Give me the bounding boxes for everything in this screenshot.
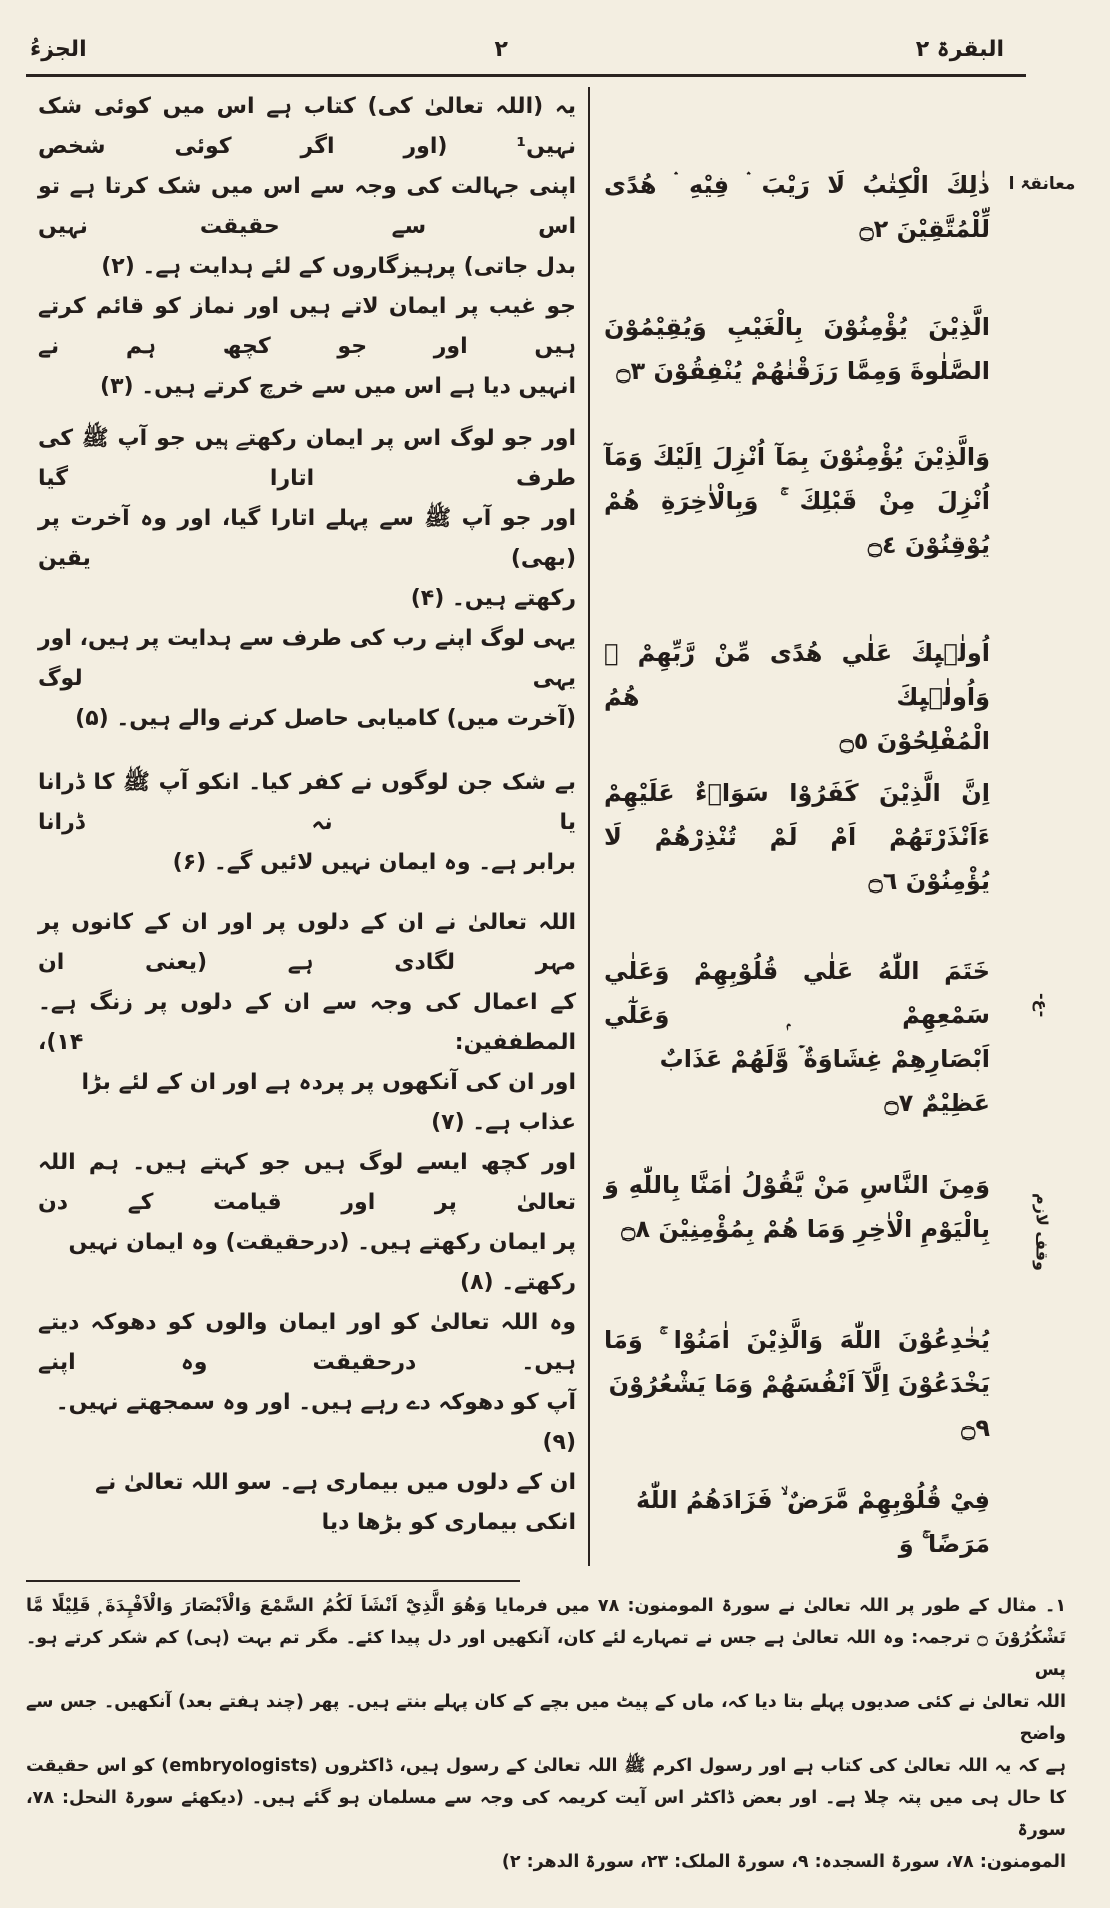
arabic-verse-line: يَخْدَعُوْنَ اِلَّآ اَنْفُسَھُمْ وَمَا يَشْعُرُوْنَ ۝٩ xyxy=(608,1370,990,1442)
arabic-verse-line: اِنَّ الَّذِيْنَ كَفَرُوْا سَوَاۗءٌ عَلَيْهِمْ xyxy=(604,779,990,807)
margin-column xyxy=(994,1303,1090,1463)
margin-note-ruku: -ع- xyxy=(1032,993,1052,1018)
margin-column xyxy=(994,419,1090,619)
verse-row xyxy=(26,287,1090,419)
urdu-translation-line: بدل جاتی) پرہیزگاروں کے لئے ہدایت ہے۔ (۲) xyxy=(101,254,576,279)
arabic-verse-line: اَبْصَارِهِمْ غِشَاوَةٌ ۡ وَّلَهُمْ عَذَابٌ عَظِيْمٌ ۝٧ xyxy=(659,1045,990,1117)
arabic-verse xyxy=(590,619,994,763)
arabic-verse xyxy=(590,1303,994,1463)
arabic-verse-line: اُنْزِلَ مِنْ قَبْلِكَ ۚ وَبِالْاٰخِرَةِ هُمْ xyxy=(604,487,990,515)
juz-header: الجزءُ xyxy=(30,36,87,62)
arabic-verse-line: لِّلْمُتَّقِيْنَ ۝٢ xyxy=(859,215,990,243)
urdu-translation xyxy=(26,619,588,763)
verse-row xyxy=(26,1303,1090,1463)
urdu-translation-line: اپنی جہالت کی وجہ سے اس میں شک کرتا ہے تو اس سے حقیقت نہیں xyxy=(38,174,576,239)
margin-note-muanaqa: معانقۃ ا xyxy=(1008,174,1076,194)
arabic-verse-line: الصَّلٰوةَ وَمِمَّا رَزَقْنٰهُمْ يُنْفِقُوْنَ ۝٣ xyxy=(616,357,990,385)
arabic-verse-line: وَالَّذِيْنَ يُؤْمِنُوْنَ بِمَآ اُنْزِلَ اِلَيْكَ وَمَآ xyxy=(604,443,990,471)
margin-column xyxy=(994,619,1090,763)
footnote-line: المومنون: ۷۸، سورۃ السجدہ: ۹، سورۃ الملک: ۲۳، سورۃ الدھر: ۲) xyxy=(501,1852,1066,1872)
margin-column xyxy=(994,1463,1090,1566)
arabic-verse xyxy=(590,1143,994,1303)
arabic-verse-line: الَّذِيْنَ يُؤْمِنُوْنَ بِالْغَيْبِ وَيُقِيْمُوْنَ xyxy=(604,313,990,341)
margin-column xyxy=(994,287,1090,419)
urdu-translation-line: رکھتے ہیں۔ (۴) xyxy=(410,586,576,611)
urdu-translation xyxy=(26,87,588,287)
arabic-verse-line: يُوْقِنُوْنَ ۝٤ xyxy=(867,531,990,559)
arabic-verse-line: اُولٰۗىِٕكَ عَلٰي هُدًى مِّنْ رَّبِّهِمْ ۤ وَاُولٰۗىِٕكَ هُمُ xyxy=(604,639,990,711)
arabic-verse-line: ءَاَنْذَرْتَهُمْ اَمْ لَمْ تُنْذِرْھُمْ لَا xyxy=(604,823,990,851)
arabic-verse xyxy=(590,763,994,903)
arabic-verse xyxy=(590,1463,994,1566)
margin-column xyxy=(994,903,1090,1143)
urdu-translation-line: پر ایمان رکھتے ہیں۔ (درحقیقت) وہ ایمان نہیں رکھتے۔ (۸) xyxy=(68,1230,576,1295)
urdu-translation-line: بے شک جن لوگوں نے کفر کیا۔ انکو آپ ﷺ کا ڈرانا یا نہ ڈرانا xyxy=(38,770,576,835)
urdu-translation xyxy=(26,1463,588,1566)
urdu-translation-line: یہی لوگ اپنے رب کی طرف سے ہدایت پر ہیں، اور یہی لوگ xyxy=(38,626,576,691)
footnote-line: ۱۔ مثال کے طور پر اللہ تعالیٰ نے سورۃ المومنون: ۷۸ میں فرمایا وَهُوَ الَّذِيْٓ اَنْشَاَ لَكُمُ السَّمْعَ وَالْاَبْصَارَ وَالْاَفْـِٕدَةَ ۭ قَلِيْلًا مَّا xyxy=(26,1596,1066,1616)
verse-row xyxy=(26,87,1090,287)
arabic-verse xyxy=(590,903,994,1143)
margin-note-waqf: وقف لازم xyxy=(1032,1193,1052,1271)
urdu-translation xyxy=(26,287,588,419)
footnote-line: ہے کہ یہ اللہ تعالیٰ کی کتاب ہے اور رسول اکرم ﷺ اللہ تعالیٰ کے رسول ہیں، ڈاکٹروں (embryologists) کو اس حقیقت xyxy=(26,1756,1067,1776)
urdu-translation xyxy=(26,419,588,619)
page-number: ۲ xyxy=(494,36,508,62)
arabic-verse-line: فِيْ قُلُوْبِهِمْ مَّرَضٌ ۙ فَزَادَھُمُ اللّٰهُ مَرَضًا ۚ وَ xyxy=(636,1486,990,1558)
margin-column xyxy=(994,87,1090,287)
arabic-verse xyxy=(590,287,994,419)
urdu-translation-line: اور جو آپ ﷺ سے پہلے اتارا گیا، اور وہ آخرت پر (بھی) یقین xyxy=(38,506,576,571)
urdu-translation-line: اور کچھ ایسے لوگ ہیں جو کہتے ہیں۔ ہم اللہ تعالیٰ پر اور قیامت کے دن xyxy=(38,1150,576,1215)
footnote-area xyxy=(26,1590,1066,1878)
verse-row xyxy=(26,419,1090,619)
verse-row xyxy=(26,763,1090,903)
urdu-translation-line: برابر ہے۔ وہ ایمان نہیں لائیں گے۔ (۶) xyxy=(172,850,576,875)
urdu-translation-line: اور ان کی آنکھوں پر پردہ ہے اور ان کے لئے بڑا عذاب ہے۔ (۷) xyxy=(81,1070,576,1135)
arabic-verse-line: الْمُفْلِحُوْنَ ۝٥ xyxy=(839,727,990,755)
arabic-verse-line: يُخٰدِعُوْنَ اللّٰهَ وَالَّذِيْنَ اٰمَنُوْا ۚ وَمَا xyxy=(604,1326,990,1354)
urdu-translation-line: اللہ تعالیٰ نے ان کے دلوں پر اور ان کے کانوں پر مہر لگادی ہے (یعنی ان xyxy=(38,910,576,975)
urdu-translation-line: انہیں دیا ہے اس میں سے خرچ کرتے ہیں۔ (۳) xyxy=(100,374,576,399)
urdu-translation-line: یہ (اللہ تعالیٰ کی) کتاب ہے اس میں کوئی شک نہیں¹ (اور اگر کوئی شخص xyxy=(38,94,576,159)
urdu-translation xyxy=(26,763,588,903)
urdu-translation-line: جو غیب پر ایمان لاتے ہیں اور نماز کو قائم کرتے ہیں اور جو کچھ ہم نے xyxy=(38,294,576,359)
urdu-translation xyxy=(26,1303,588,1463)
arabic-verse-line: يُؤْمِنُوْنَ ۝٦ xyxy=(868,867,990,895)
arabic-verse-line: وَمِنَ النَّاسِ مَنْ يَّقُوْلُ اٰمَنَّا بِاللّٰهِ وَ xyxy=(604,1171,990,1199)
urdu-translation-line: وہ اللہ تعالیٰ کو اور ایمان والوں کو دھوکہ دیتے ہیں۔ درحقیقت وہ اپنے xyxy=(38,1310,576,1375)
footnote-line: تَشْكُرُوْنَ ۝ ترجمہ: وہ اللہ تعالیٰ ہے جس نے تمہارے لئے کان، آنکھیں اور دل پیدا کئے۔ مگر تم بہت (ہی) کم شکر کرتے ہو۔ پس xyxy=(26,1628,1066,1680)
arabic-verse-line: بِالْيَوْمِ الْاٰخِرِ وَمَا ھُمْ بِمُؤْمِنِيْنَ ۝٨ xyxy=(621,1215,990,1243)
verse-row xyxy=(26,1143,1090,1303)
footnote-line: کا حال ہی میں پتہ چلا ہے۔ اور بعض ڈاکٹر اس آیت کریمہ کی وجہ سے مسلمان ہو گئے ہیں۔ (دیکھئے سورۃ النحل: ۷۸، سورۃ xyxy=(26,1788,1066,1840)
urdu-translation-line: ان کے دلوں میں بیماری ہے۔ سو اللہ تعالیٰ نے انکی بیماری کو بڑھا دیا xyxy=(95,1470,576,1535)
arabic-verse xyxy=(590,419,994,619)
urdu-translation xyxy=(26,903,588,1143)
urdu-translation-line: آپ کو دھوکہ دے رہے ہیں۔ اور وہ سمجھتے نہیں۔ (۹) xyxy=(55,1390,576,1455)
surah-name-header: البقرۃ ۲ xyxy=(915,36,1004,62)
urdu-translation-line: (آخرت میں) کامیابی حاصل کرنے والے ہیں۔ (۵) xyxy=(75,706,576,731)
arabic-verse-line: خَتَمَ اللّٰهُ عَلٰي قُلُوْبِهِمْ وَعَلٰي سَمْعِهِمْ ۭ وَعَلٰٓي xyxy=(604,957,990,1029)
verse-row xyxy=(26,903,1090,1143)
header-rule xyxy=(26,74,1026,77)
urdu-translation xyxy=(26,1143,588,1303)
urdu-translation-line: اور جو لوگ اس پر ایمان رکھتے ہیں جو آپ ﷺ کی طرف اتارا گیا xyxy=(38,426,576,491)
footnote-line: اللہ تعالیٰ نے کئی صدیوں پہلے بتا دیا کہ، ماں کے پیٹ میں بچے کے کان پہلے بنتے ہیں۔ پھر (چند ہفتے بعد) آنکھیں۔ جس سے واضح xyxy=(26,1692,1066,1744)
verse-row xyxy=(26,619,1090,763)
footnote-rule xyxy=(26,1580,520,1582)
arabic-verse xyxy=(590,87,994,287)
page-header xyxy=(26,24,1090,74)
verse-row xyxy=(26,1463,1090,1566)
verses-area xyxy=(26,87,1090,1566)
margin-column xyxy=(994,1143,1090,1303)
urdu-translation-line: کے اعمال کی وجہ سے ان کے دلوں پر زنگ ہے۔ المطففین: ۱۴)، xyxy=(38,990,576,1055)
arabic-verse-line: ذٰلِكَ الْكِتٰبُ لَا رَيْبَ ۛ فِيْهِ ۛ هُدًى xyxy=(604,171,990,199)
margin-column xyxy=(994,763,1090,903)
